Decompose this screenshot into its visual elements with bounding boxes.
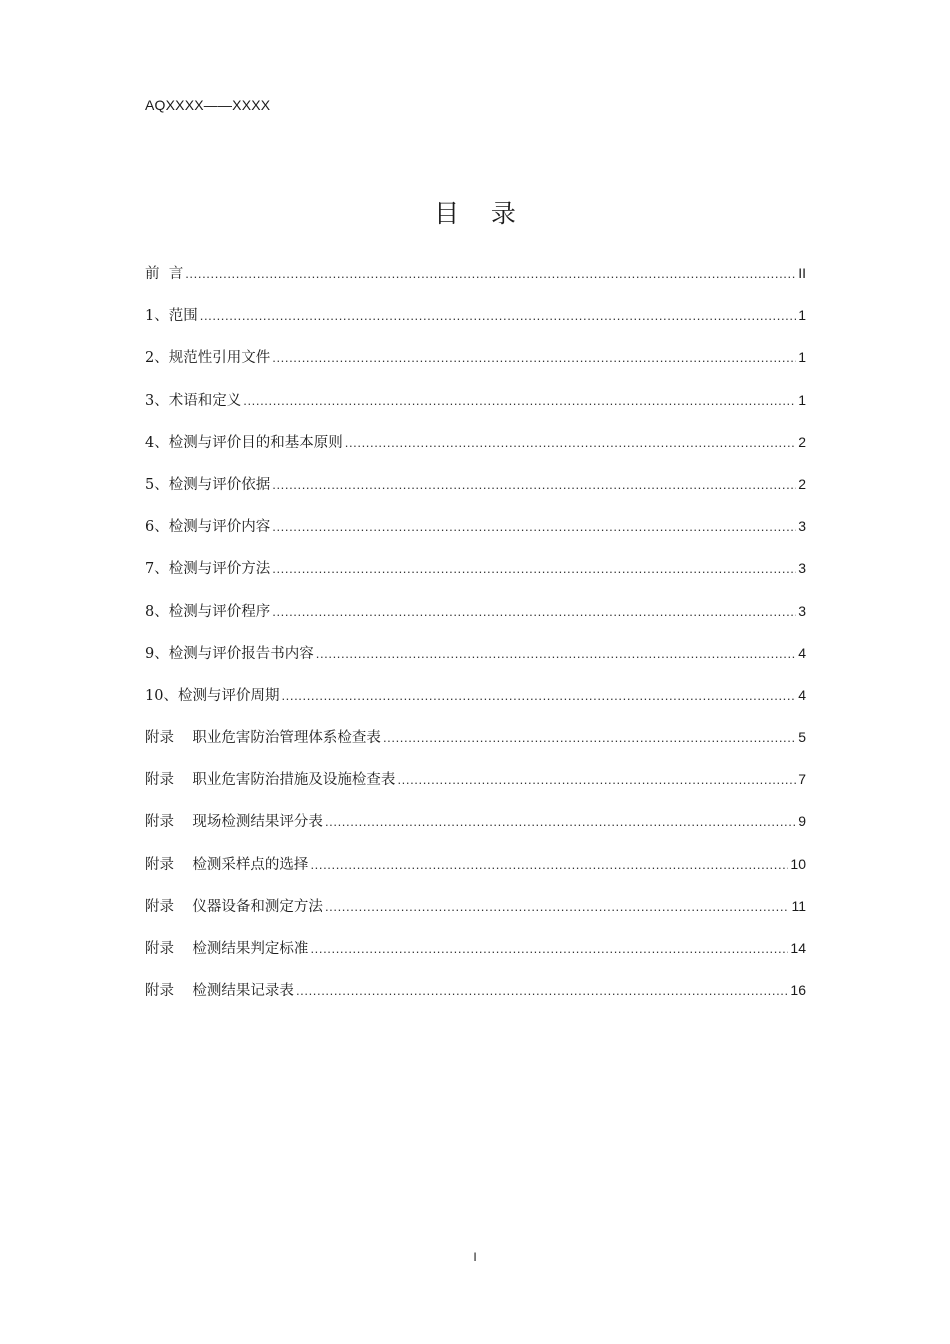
toc-entry-page: 2 bbox=[798, 475, 806, 492]
document-code-header: AQXXXX——XXXX bbox=[145, 97, 271, 113]
toc-leader-dots bbox=[383, 730, 796, 745]
toc-entry-appendix-instruments[interactable] bbox=[145, 895, 806, 937]
toc-entry-page: 4 bbox=[798, 644, 806, 661]
toc-entry-methods[interactable] bbox=[145, 557, 806, 599]
toc-entry-page: 10 bbox=[790, 855, 806, 872]
toc-leader-dots bbox=[272, 604, 796, 619]
toc-entry-label: 6、检测与评价内容 bbox=[145, 519, 271, 536]
toc-leader-dots bbox=[272, 561, 796, 576]
toc-leader-dots bbox=[281, 688, 796, 703]
toc-leader-dots bbox=[325, 899, 790, 914]
toc-entry-cycle[interactable] bbox=[145, 684, 806, 726]
toc-entry-page: 9 bbox=[798, 813, 806, 830]
table-of-contents bbox=[145, 262, 806, 1021]
toc-entry-page: 2 bbox=[798, 433, 806, 450]
toc-leader-dots bbox=[397, 772, 796, 787]
toc-entry-appendix-scoring-table[interactable] bbox=[145, 810, 806, 852]
toc-leader-dots bbox=[316, 646, 796, 661]
toc-leader-dots bbox=[200, 308, 796, 323]
toc-entry-page: 3 bbox=[798, 560, 806, 577]
toc-entry-appendix-measures-checklist[interactable] bbox=[145, 768, 806, 810]
toc-leader-dots bbox=[272, 477, 796, 492]
page-number: I bbox=[473, 1250, 477, 1264]
toc-entry-label: 2、规范性引用文件 bbox=[145, 350, 271, 367]
toc-entry-page: 1 bbox=[798, 349, 806, 366]
toc-leader-dots bbox=[185, 266, 796, 281]
toc-entry-page: 1 bbox=[798, 307, 806, 324]
toc-entry-appendix-management-checklist[interactable] bbox=[145, 726, 806, 768]
toc-leader-dots bbox=[243, 393, 796, 408]
toc-entry-page: 1 bbox=[798, 391, 806, 408]
toc-entry-label: 前 言 bbox=[145, 266, 184, 282]
toc-entry-content[interactable] bbox=[145, 515, 806, 557]
toc-entry-scope[interactable] bbox=[145, 304, 806, 346]
toc-entry-terms[interactable] bbox=[145, 389, 806, 431]
toc-entry-label: 3、术语和定义 bbox=[145, 392, 242, 409]
toc-entry-basis[interactable] bbox=[145, 473, 806, 515]
toc-leader-dots bbox=[310, 857, 788, 872]
toc-entry-page: II bbox=[798, 265, 806, 281]
toc-entry-label: 附录 仪器设备和测定方法 bbox=[145, 898, 323, 915]
toc-entry-label: 7、检测与评价方法 bbox=[145, 561, 271, 578]
toc-entry-label: 附录 现场检测结果评分表 bbox=[145, 814, 323, 831]
toc-entry-page: 16 bbox=[790, 982, 806, 999]
toc-entry-report-content[interactable] bbox=[145, 642, 806, 684]
toc-entry-label: 5、检测与评价依据 bbox=[145, 476, 271, 493]
toc-entry-label: 附录 职业危害防治管理体系检查表 bbox=[145, 730, 381, 747]
toc-entry-page: 3 bbox=[798, 602, 806, 619]
toc-entry-label: 1、范围 bbox=[145, 308, 198, 325]
toc-entry-label: 附录 检测结果判定标准 bbox=[145, 941, 309, 957]
toc-entry-appendix-record-table[interactable] bbox=[145, 979, 806, 1021]
toc-entry-appendix-criteria[interactable] bbox=[145, 937, 806, 979]
toc-entry-label: 附录 职业危害防治措施及设施检查表 bbox=[145, 772, 396, 789]
toc-entry-procedure[interactable] bbox=[145, 600, 806, 642]
toc-leader-dots bbox=[310, 941, 788, 956]
toc-entry-label: 9、检测与评价报告书内容 bbox=[145, 645, 314, 662]
toc-entry-foreword[interactable] bbox=[145, 262, 806, 304]
toc-entry-normative-references[interactable] bbox=[145, 346, 806, 388]
toc-entry-page: 3 bbox=[798, 518, 806, 535]
toc-entry-page: 14 bbox=[790, 940, 806, 956]
toc-entry-page: 11 bbox=[791, 897, 806, 914]
toc-leader-dots bbox=[325, 814, 796, 829]
toc-title: 目 录 bbox=[434, 199, 516, 228]
toc-entry-label: 附录 检测结果记录表 bbox=[145, 983, 294, 1000]
toc-leader-dots bbox=[296, 983, 788, 998]
toc-leader-dots bbox=[272, 350, 796, 365]
toc-entry-purpose-principles[interactable] bbox=[145, 431, 806, 473]
toc-entry-appendix-sampling-points[interactable] bbox=[145, 853, 806, 895]
toc-entry-page: 7 bbox=[798, 771, 806, 788]
toc-leader-dots bbox=[272, 519, 796, 534]
toc-entry-label: 8、检测与评价程序 bbox=[145, 603, 271, 620]
toc-leader-dots bbox=[345, 435, 796, 450]
toc-entry-page: 5 bbox=[798, 729, 806, 746]
toc-entry-label: 10、检测与评价周期 bbox=[145, 687, 280, 704]
toc-entry-label: 4、检测与评价目的和基本原则 bbox=[145, 434, 343, 451]
toc-entry-page: 4 bbox=[798, 686, 806, 703]
toc-entry-label: 附录 检测采样点的选择 bbox=[145, 856, 309, 873]
